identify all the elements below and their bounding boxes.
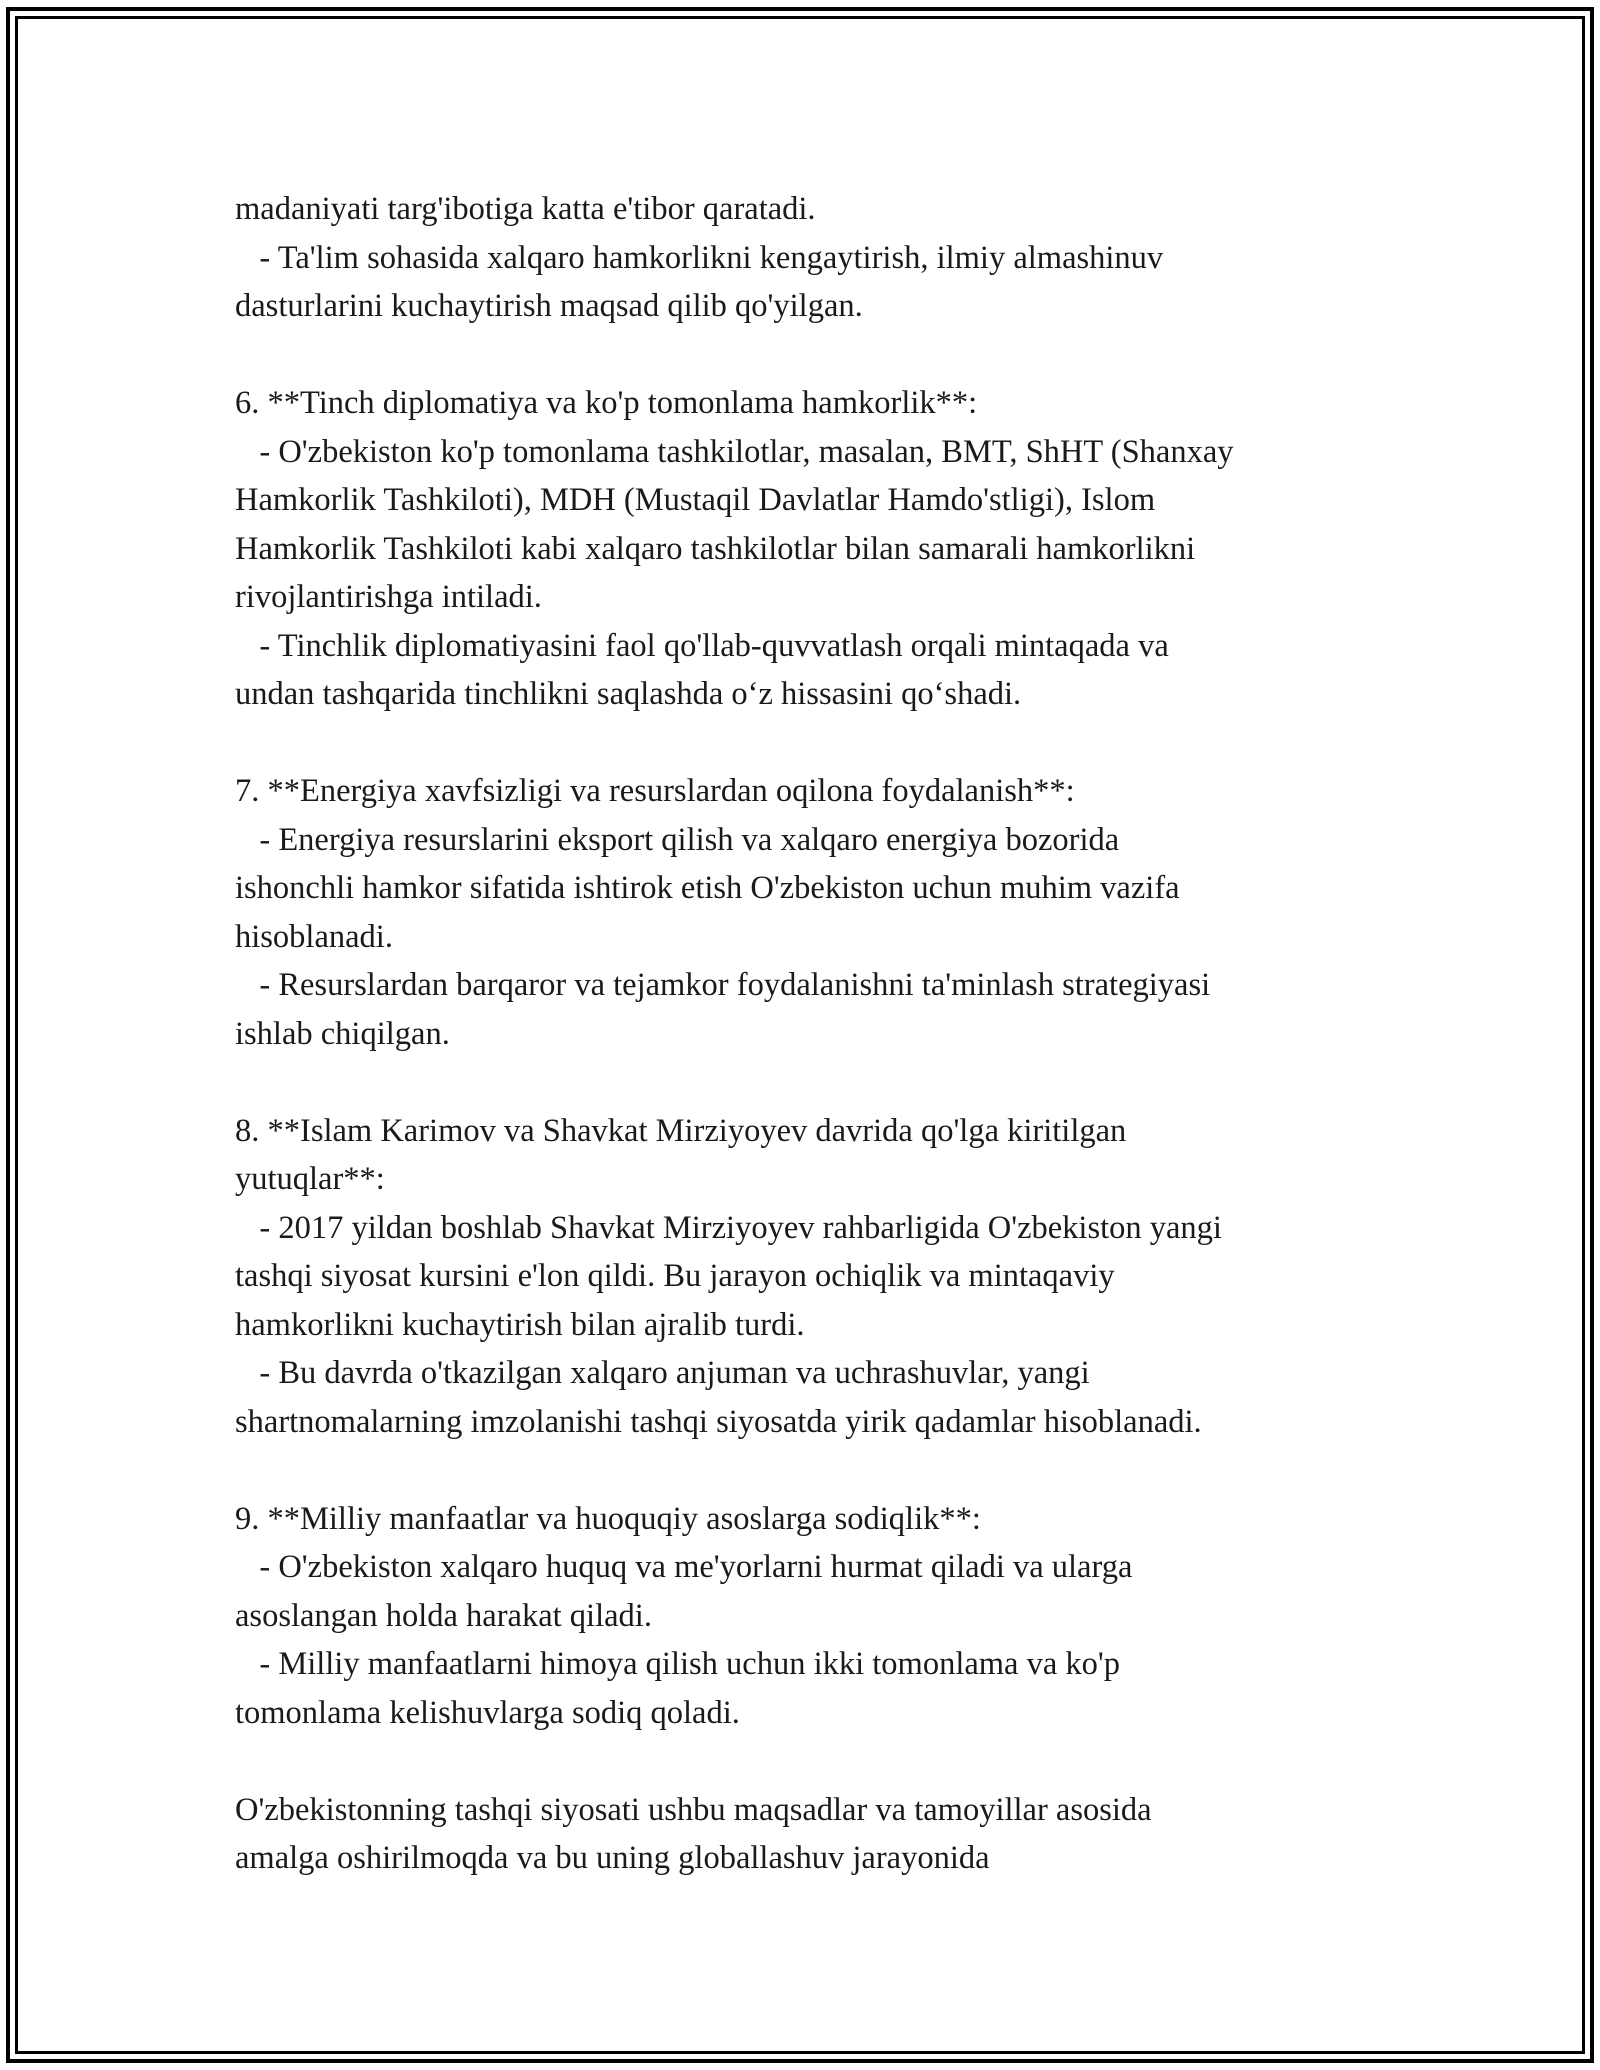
text-line: asoslangan holda harakat qiladi. [235,1597,652,1634]
text-line: - Tinchlik diplomatiyasini faol qo'llab-quvvatlash orqali mintaqada va [235,627,1169,664]
text-line: - Ta'lim sohasida xalqaro hamkorlikni kengaytirish, ilmiy almashinuv [235,239,1164,276]
blank-line [235,331,1415,380]
blank-line [235,1737,1415,1786]
text-line: Hamkorlik Tashkiloti), MDH (Mustaqil Davlatlar Hamdo'stligi), Islom [235,482,1156,518]
text-line: - Bu davrda o'tkazilgan xalqaro anjuman va uchrashuvlar, yangi [235,1355,1090,1391]
text-line: amalga oshirilmoqda va bu uning globallashuv jarayonida [235,1840,990,1876]
text-line: dasturlarini kuchaytirish maqsad qilib qo'yilgan. [235,288,863,324]
text-line: O'zbekistonning tashqi siyosati ushbu maqsadlar va tamoyillar asosida [235,1791,1152,1828]
text-line: - Milliy manfaatlarni himoya qilish uchun ikki tomonlama va ko'p [235,1646,1121,1682]
text-line: 7. **Energiya xavfsizligi va resurslardan oqilona foydalanish**: [235,773,1075,809]
document-body [235,185,1415,1883]
text-line: Hamkorlik Tashkiloti kabi xalqaro tashkilotlar bilan samarali hamkorlikni [235,530,1196,567]
text-line: 6. **Tinch diplomatiya va ko'p tomonlama hamkorlik**: [235,385,978,421]
text-line: shartnomalarning imzolanishi tashqi siyosatda yirik qadamlar hisoblanadi. [235,1403,1202,1440]
text-line: ishlab chiqilgan. [235,1015,450,1052]
text-line: tashqi siyosat kursini e'lon qildi. Bu jarayon ochiqlik va mintaqaviy [235,1258,1115,1294]
text-line: - 2017 yildan boshlab Shavkat Mirziyoyev rahbarligida O'zbekiston yangi [235,1209,1222,1246]
text-line: hisoblanadi. [235,918,393,955]
text-line: - O'zbekiston ko'p tomonlama tashkilotlar, masalan, BMT, ShHT (Shanxay [235,433,1234,470]
blank-line [235,1058,1415,1107]
text-line: hamkorlikni kuchaytirish bilan ajralib turdi. [235,1306,805,1343]
text-line: yutuqlar**: [235,1161,385,1197]
text-line: tomonlama kelishuvlarga sodiq qoladi. [235,1694,740,1731]
blank-line [235,719,1415,768]
text-line: - Resurslardan barqaror va tejamkor foydalanishni ta'minlash strategiyasi [235,967,1211,1003]
text-line: 9. **Milliy manfaatlar va huoquqiy asoslarga sodiqlik**: [235,1500,981,1537]
text-line: madaniyati targ'ibotiga katta e'tibor qaratadi. [235,191,816,227]
blank-line [235,1446,1415,1495]
text-line: - O'zbekiston xalqaro huquq va me'yorlarni hurmat qiladi va ularga [235,1549,1133,1585]
text-line: 8. **Islam Karimov va Shavkat Mirziyoyev davrida qo'lga kiritilgan [235,1112,1127,1149]
text-line: - Energiya resurslarini eksport qilish va xalqaro energiya bozorida [235,821,1120,858]
text-line: ishonchli hamkor sifatida ishtirok etish O'zbekiston uchun muhim vazifa [235,870,1180,906]
text-line: rivojlantirishga intiladi. [235,579,542,615]
text-line: undan tashqarida tinchlikni saqlashda o‘z hissasini qo‘shadi. [235,676,1022,712]
